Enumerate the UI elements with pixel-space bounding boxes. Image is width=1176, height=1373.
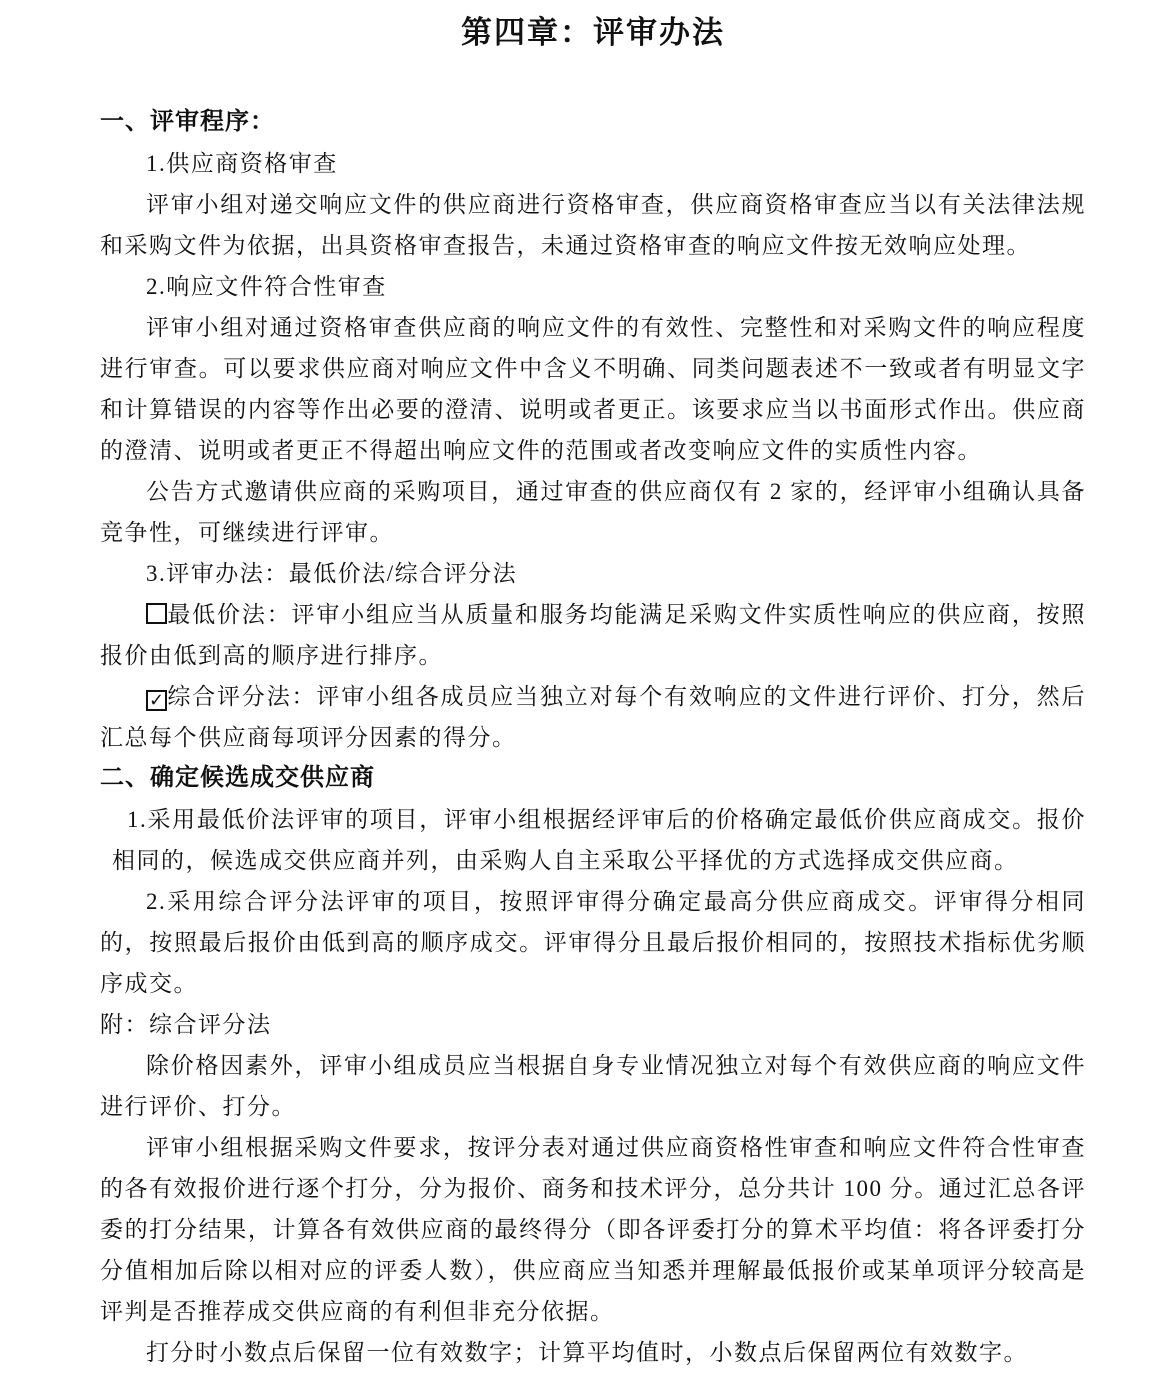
option-comprehensive-scoring-text: 综合评分法：评审小组各成员应当独立对每个有效响应的文件进行评价、打分，然后汇总每个供应商每项评分因素的得分。 [100,684,1086,750]
heading-review-procedure: 一、评审程序： [100,109,275,135]
sub-step-2-compliance-review: 2.响应文件符合性审查 [146,274,387,299]
page-title: 第四章：评审办法 [461,15,725,50]
check-mark-icon: ✓ [148,690,165,711]
heading-attachment-comprehensive-scoring: 附：综合评分法 [100,1012,272,1037]
sub-step-1-qualification-review: 1.供应商资格审查 [146,151,338,176]
para-comprehensive-score-award: 2.采用综合评分法评审的项目，按照评审得分确定最高分供应商成交。评审得分相同的，按照最后报价由低到高的顺序成交。评审得分且最后报价相同的，按照技术指标优劣顺序成交。 [100,889,1086,996]
checkbox-unchecked-icon [146,603,167,624]
para-qualification-review: 评审小组对递交响应文件的供应商进行资格审查，供应商资格审查应当以有关法律法规和采购文件为依据，出具资格审查报告，未通过资格审查的响应文件按无效响应处理。 [100,192,1086,258]
checkbox-checked-icon [146,690,167,711]
option-lowest-price-method [100,594,1086,676]
option-lowest-price-text: 最低价法：评审小组应当从质量和服务均能满足采购文件实质性响应的供应商，按照报价由低到高的顺序进行排序。 [100,602,1086,668]
para-two-suppliers: 公告方式邀请供应商的采购项目，通过审查的供应商仅有 2 家的，经评审小组确认具备竞争性，可继续进行评审。 [100,479,1086,545]
sub-step-3-evaluation-method: 3.评审办法：最低价法/综合评分法 [146,561,518,586]
para-decimal-rules: 打分时小数点后保留一位有效数字；计算平均值时，小数点后保留两位有效数字。 [146,1340,1028,1365]
para-independent-scoring: 除价格因素外，评审小组成员应当根据自身专业情况独立对每个有效供应商的响应文件进行评价、打分。 [100,1053,1086,1119]
para-lowest-price-award: 1.采用最低价法评审的项目，评审小组根据经评审后的价格确定最低价供应商成交。报价相同的，候选成交供应商并列，由采购人自主采取公平择优的方式选择成交供应商。 [112,807,1086,873]
para-compliance-review: 评审小组对通过资格审查供应商的响应文件的有效性、完整性和对采购文件的响应程度进行审查。可以要求供应商对响应文件中含义不明确、同类问题表述不一致或者有明显文字和计算错误的内容等作出必要的澄清、说明或者更正。该要求应当以书面形式作出。供应商的澄清、说明或者更正不得超出响应文件的范围或者改变响应文件的实质性内容。 [100,315,1086,463]
heading-determine-candidate-suppliers: 二、确定候选成交供应商 [100,765,375,791]
option-comprehensive-scoring-method [100,676,1086,758]
para-scoring-rules: 评审小组根据采购文件要求，按评分表对通过供应商资格性审查和响应文件符合性审查的各有效报价进行逐个打分，分为报价、商务和技术评分，总分共计 100 分。通过汇总各评委的打分结果，计算各有效供应商的最终得分（即各评委打分的算术平均值：将各评委打分分值相加后除以相对应的评委人数），供应商应当知悉并理解最低报价或某单项评分较高是评判是否推荐成交供应商的有利但非充分依据。 [100,1135,1086,1324]
